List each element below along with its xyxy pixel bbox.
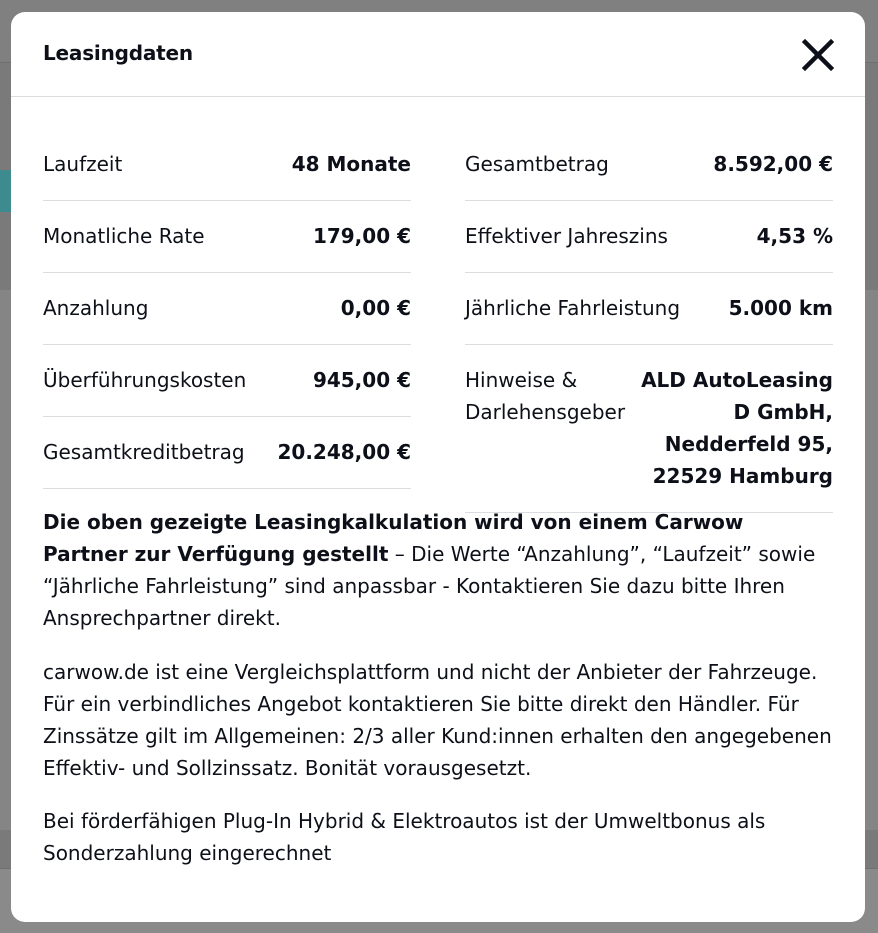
detail-label: Laufzeit <box>43 152 123 176</box>
leasing-details-left-column <box>43 129 411 489</box>
detail-value: 8.592,00 € <box>713 152 833 176</box>
modal-header <box>11 12 865 97</box>
detail-value: 179,00 € <box>312 224 411 248</box>
background-badge <box>0 170 11 212</box>
detail-label: Jährliche Fahrleistung <box>465 296 681 320</box>
detail-row-laufzeit <box>43 129 411 201</box>
detail-label: Gesamtbetrag <box>465 152 609 176</box>
detail-label: Monatliche Rate <box>43 224 205 248</box>
disclaimer-partner-text: – Die Werte “Anzahlung”, “Laufzeit” sowie “Jährliche Fahrleistung” sind anpassbar - Kontaktieren Sie dazu bitte Ihren Ansprechpartner direkt. <box>43 542 816 630</box>
detail-value: 4,53 % <box>756 224 833 248</box>
detail-row-ueberfuehrungskosten <box>43 345 411 417</box>
disclaimer-umweltbonus: Bei förderfähigen Plug-In Hybrid & Elektroautos ist der Umweltbonus als Sonderzahlung eingerechnet <box>43 809 766 865</box>
disclaimer-partner <box>43 506 833 634</box>
leasing-details-right-column <box>465 129 833 513</box>
detail-row-anzahlung <box>43 273 411 345</box>
detail-label: Hinweise & Darlehensgeber <box>465 368 626 424</box>
leasing-details-modal <box>11 12 865 922</box>
detail-row-jaehrliche-fahrleistung <box>465 273 833 345</box>
close-icon <box>801 38 835 72</box>
detail-label: Überführungskosten <box>43 368 247 392</box>
detail-value: 0,00 € <box>340 296 411 320</box>
disclaimer-partner-strong: Die oben gezeigte Leasingkalkulation wird von einem Carwow Partner zur Verfügung gestellt <box>43 510 744 566</box>
detail-label: Anzahlung <box>43 296 149 320</box>
close-button[interactable] <box>801 38 835 72</box>
detail-row-monatliche-rate <box>43 201 411 273</box>
detail-value: 20.248,00 € <box>277 440 411 464</box>
detail-row-effektiver-jahreszins <box>465 201 833 273</box>
disclaimer-platform: carwow.de ist eine Vergleichsplattform und nicht der Anbieter der Fahrzeuge. Für ein verbindliches Angebot kontaktieren Sie bitte direkt den Händler. Für Zinssätze gilt im Allgemeinen: 2/3 aller Kund:innen erhalten den angegebenen Effektiv- und Sollzinssatz. Bonität vorausgesetzt. <box>43 660 832 780</box>
detail-row-gesamtbetrag <box>465 129 833 201</box>
detail-row-gesamtkreditbetrag <box>43 417 411 489</box>
detail-value: 945,00 € <box>312 368 411 392</box>
detail-value: 48 Monate <box>291 152 411 176</box>
detail-label: Gesamtkreditbetrag <box>43 440 245 464</box>
detail-label: Effektiver Jahreszins <box>465 224 668 248</box>
detail-value: 5.000 km <box>728 296 833 320</box>
detail-value: ALD AutoLeasing D GmbH, Nedderfeld 95, 22529 Hamburg <box>641 368 833 488</box>
detail-row-darlehensgeber <box>465 345 833 513</box>
modal-title: Leasingdaten <box>43 41 193 65</box>
